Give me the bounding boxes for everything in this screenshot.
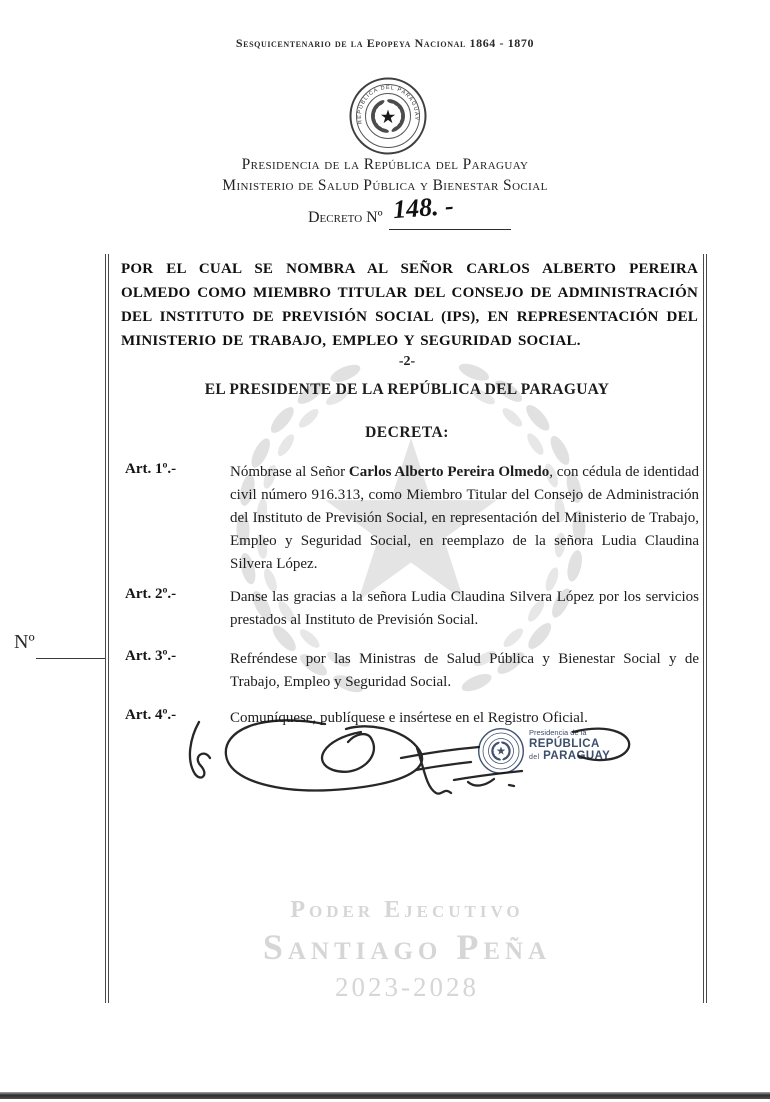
presidency-title: Presidencia de la República del Paraguay [241, 156, 529, 173]
article-2 [125, 586, 699, 632]
stamp-line3-prefix: del [529, 754, 540, 761]
article-2-label: Art. 2º.- [125, 586, 177, 602]
article-1-text-post: , con cédula de identidad civil número 916.313, como Miembro Titular del Consejo de Administración del Instituto de Previsión Social, en representación del Ministerio de Trabajo, Empleo y Seguridad Social, en reemplazo de la señora Ludia Claudina Silvera López. [230, 464, 700, 572]
article-3 [125, 648, 699, 694]
stamp-line1: Presidencia de la [529, 728, 587, 737]
article-4-label: Art. 4º.- [125, 707, 177, 723]
sesquicentennial-motto: Sesquicentenario de la Epopeya Nacional 1864 - 1870 [235, 36, 535, 50]
decree-number-row [308, 190, 511, 230]
decreta-heading: DECRETA: [365, 424, 449, 441]
seal-ring-text: REPÚBLICA DEL PARAGUAY [356, 85, 420, 125]
stamp-line2: REPÚBLICA [529, 737, 600, 750]
decree-subject-title: POR EL CUAL SE NOMBRA AL SEÑOR CARLOS ALBERTO PEREIRA OLMEDO COMO MIEMBRO TITULAR DEL CONSEJO DE ADMINISTRACIÓN DEL INSTITUTO DE PREVISIÓN SOCIAL (IPS), EN REPRESENTACIÓN DEL MINISTERIO DE TRABAJO, EMPLEO Y SEGURIDAD SOCIAL. [121, 261, 698, 349]
executive-watermark [107, 897, 707, 1003]
scan-bottom-edge [0, 1092, 770, 1099]
article-1-text-pre: Nómbrase al Señor [230, 464, 349, 480]
seal-star-icon [381, 110, 395, 124]
president-heading: EL PRESIDENTE DE LA REPÚBLICA DEL PARAGUAY [204, 381, 610, 398]
article-3-text: Refréndese por las Ministras de Salud Pública y Bienestar Social y de Trabajo, Empleo y Seguridad Social. [230, 651, 699, 690]
watermark-branch-label: Poder Ejecutivo [290, 897, 524, 923]
article-4-text: Comuníquese, publíquese e insértese en el Registro Oficial. [230, 710, 588, 726]
article-1-appointee-name: Carlos Alberto Pereira Olmedo [348, 464, 550, 480]
article-3-label: Art. 3º.- [125, 648, 177, 664]
article-2-text: Danse las gracias a la señora Ludia Claudina Silvera López por los servicios prestados al Instituto de Previsión Social. [230, 589, 699, 628]
margin-number-label: Nº [14, 631, 35, 653]
article-1 [125, 461, 699, 576]
watermark-president-name: Santiago Peña [262, 926, 552, 967]
stamp-line3-country: PARAGUAY [543, 750, 611, 762]
watermark-term-years: 2023-2028 [335, 971, 479, 1002]
article-1-text [230, 461, 699, 576]
decree-label: Decreto Nº [308, 209, 383, 226]
article-1-label: Art. 1º.- [125, 461, 177, 477]
decree-number-line [389, 190, 511, 230]
paraguay-national-seal-icon [348, 76, 428, 156]
margin-number-blank-line [36, 658, 105, 659]
signature-ink-icon [165, 710, 665, 810]
page-number: -2- [398, 354, 416, 369]
decree-number-handwritten: 148. - [391, 190, 455, 225]
ministry-title: Ministerio de Salud Pública y Bienestar Social [222, 177, 548, 194]
